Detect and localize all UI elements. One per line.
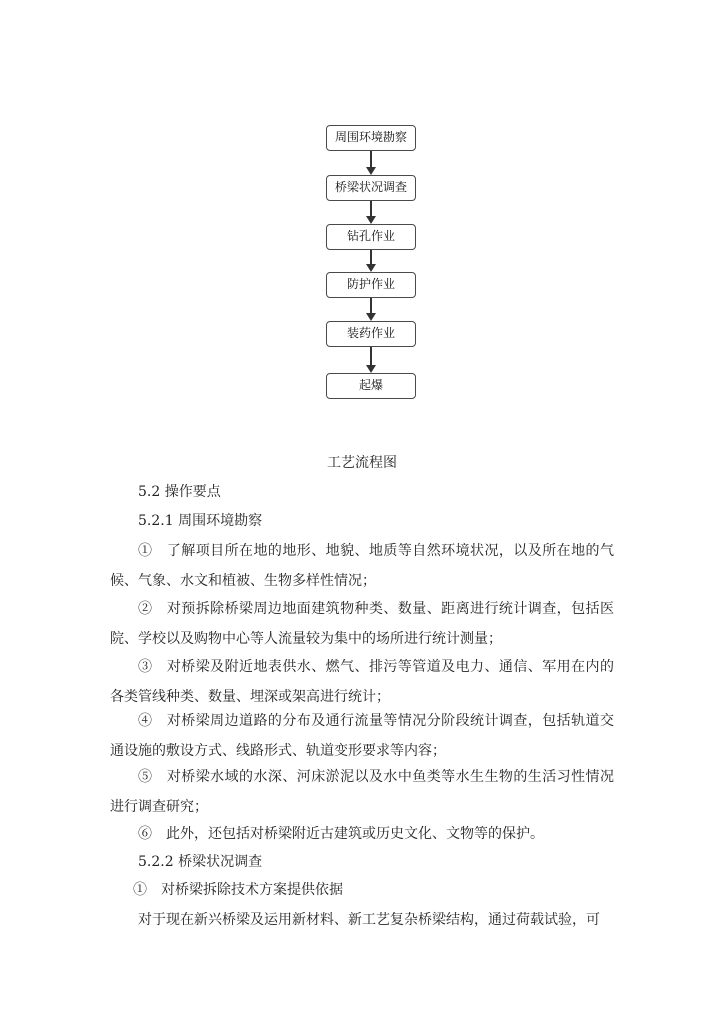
paragraph-line: ⑤ 对桥梁水域的水深、河床淤泥以及水中鱼类等水生生物的生活习性情况 — [138, 769, 614, 785]
paragraph-line: ① 了解项目所在地的地形、地貌、地质等自然环境状况，以及所在地的气 — [138, 543, 614, 559]
flow-step-charging: 装药作业 — [326, 321, 416, 347]
flow-step-drilling: 钻孔作业 — [326, 224, 416, 250]
paragraph-item-2 — [110, 594, 614, 654]
paragraph-line: ④ 对桥梁周边道路的分布及通行流量等情况分阶段统计调查，包括轨道交 — [138, 713, 614, 729]
heading-5-2-2: 5.2.2 桥梁状况调查 — [138, 854, 263, 870]
paragraph-item-6: ⑥ 此外，还包括对桥梁附近古建筑或历史文化、文物等的保护。 — [138, 826, 544, 842]
paragraph-line: 进行调查研究； — [110, 799, 208, 815]
flow-step-surroundings-survey: 周围环境勘察 — [326, 125, 416, 151]
flow-step-protection: 防护作业 — [326, 272, 416, 298]
paragraph-line: 院、学校以及购物中心等人流量较为集中的场所进行统计测量； — [110, 631, 502, 647]
figure-caption: 工艺流程图 — [327, 455, 397, 471]
paragraph-5-2-2-item-1: ① 对桥梁拆除技术方案提供依据 — [133, 882, 343, 898]
paragraph-line: 各类管线种类、数量、埋深或架高进行统计； — [110, 689, 390, 705]
paragraph-line: 对于现在新兴桥梁及运用新材料、新工艺复杂桥梁结构，通过荷载试验，可 — [138, 912, 600, 928]
flow-arrow — [365, 151, 377, 175]
flow-arrow — [365, 347, 377, 373]
flow-arrow — [365, 250, 377, 272]
flow-arrow — [365, 201, 377, 224]
paragraph-line: ③ 对桥梁及附近地表供水、燃气、排污等管道及电力、通信、军用在内的 — [138, 659, 614, 675]
heading-5-2: 5.2 操作要点 — [138, 484, 221, 500]
flow-arrow — [365, 298, 377, 321]
flow-step-detonation: 起爆 — [326, 373, 416, 399]
paragraph-line: 通设施的敷设方式、线路形式、轨道变形要求等内容； — [110, 743, 446, 759]
paragraph-item-4 — [110, 706, 614, 766]
process-flowchart — [0, 0, 724, 420]
paragraph-item-3 — [110, 652, 614, 712]
paragraph-item-5 — [110, 762, 614, 822]
flow-step-bridge-investigation: 桥梁状况调查 — [326, 175, 416, 201]
heading-5-2-1: 5.2.1 周围环境勘察 — [138, 513, 263, 529]
paragraph-item-1 — [110, 536, 614, 596]
paragraph-line: ② 对预拆除桥梁周边地面建筑物种类、数量、距离进行统计调查，包括医 — [138, 601, 614, 617]
paragraph-line: 候、气象、水文和植被、生物多样性情况； — [110, 573, 376, 589]
